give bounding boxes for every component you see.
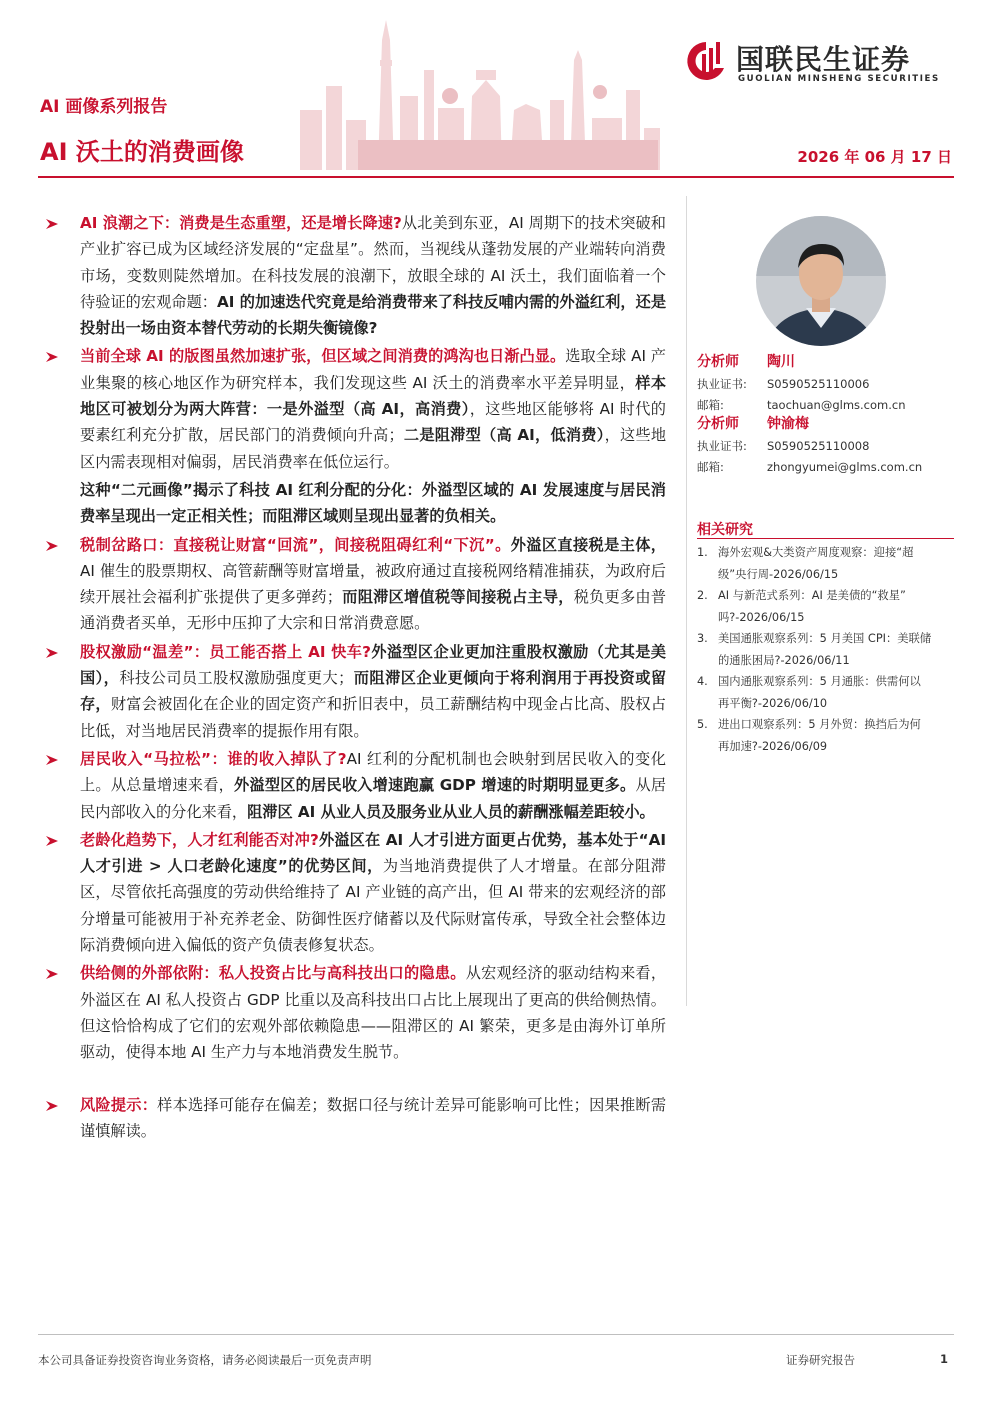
header-divider — [38, 176, 954, 178]
cert-label: 执业证书: — [697, 439, 747, 453]
arrow-bullet-icon — [46, 755, 58, 765]
bullet-global-ai-map: 当前全球 AI 的版图虽然加速扩张，但区域之间消费的鸿沟也日渐凸显。选取全球 AI 产业集聚的核心地区作为研究样本，我们发现这些 AI 沃土的消费率水平差异明显，样本地区可被划分为两大阵营：一是外溢型（高 AI，高消费），这些地区能够将 AI 时代的要素红利充分扩散，居民部门的消费倾向升高；二是阻滞型（高 AI，低消费），这些地区内需表现相对偏弱，居民消费率在低位运行。 — [46, 343, 666, 474]
footer-report-type: 证券研究报告 — [786, 1353, 855, 1367]
cert-label: 执业证书: — [697, 377, 747, 391]
arrow-bullet-icon — [46, 541, 58, 551]
logo-english-name: GUOLIAN MINSHENG SECURITIES — [738, 74, 940, 84]
summary-body — [46, 210, 666, 1146]
brand-mark-icon — [684, 38, 728, 84]
page-number: 1 — [940, 1352, 949, 1366]
arrow-bullet-icon — [46, 969, 58, 979]
related-research-divider — [697, 538, 954, 539]
bullet-ai-wave: AI 浪潮之下：消费是生态重塑，还是增长降速?从北美到东亚，AI 周期下的技术突破和产业扩容已成为区域经济发展的“定盘星”。然而，当视线从蓬勃发展的产业端转向消费市场，变数则陡然增加。在科技发展的浪潮下，放眼全球的 AI 沃土，我们面临着一个待验证的宏观命题：AI 的加速迭代究竟是给消费带来了科技反哺内需的外溢红利，还是投射出一场由资本替代劳动的长期失衡镜像? — [46, 210, 666, 341]
related-research-list — [697, 542, 959, 757]
email-label: 邮箱: — [697, 398, 724, 412]
bullet-household-income: 居民收入“马拉松”：谁的收入掉队了?AI 红利的分配机制也会映射到居民收入的变化上。从总量增速来看，外溢型区的居民收入增速跑赢 GDP 增速的时期明显更多。从居民内部收入的分化来看，阻滞区 AI 从业人员及服务业从业人员的薪酬涨幅差距较小。 — [46, 746, 666, 825]
column-divider — [686, 196, 687, 602]
footer-disclaimer: 本公司具备证券投资咨询业务资格，请务必阅读最后一页免责声明 — [38, 1353, 372, 1367]
related-item[interactable]: 5. 进出口观察系列：5 月外贸：换挡后为何 再加速?-2026/06/09 — [697, 718, 921, 753]
dual-portrait-summary: 这种“二元画像”揭示了科技 AI 红利分配的分化：外溢型区域的 AI 发展速度与居民消费率呈现出一定正相关性；而阻滞区域则呈现出显著的负相关。 — [80, 480, 666, 526]
bullet-aging-talent: 老龄化趋势下，人才红利能否对冲?外溢区在 AI 人才引进方面更占优势，基本处于“AI 人才引进 > 人口老龄化速度”的优势区间，为当地消费提供了人才增量。在部分阻滞区，尽管依托高强度的劳动供给维持了 AI 产业链的高产出，但 AI 带来的宏观经济的部分增量可能被用于补充养老金、防御性医疗储蓄以及代际财富传承，导致全社会整体边际消费倾向进入偏低的资产负债表修复状态。 — [46, 827, 666, 958]
logo-chinese-name: 国联民生证券 — [736, 43, 911, 76]
bullet-tax-system: 税制岔路口：直接税让财富“回流”，间接税阻碍红利“下沉”。外溢区直接税是主体，AI 催生的股票期权、高管薪酬等财富增量，被政府通过直接税网络精准捕获，为政府后续开展社会福利扩张提供了更多弹药；而阻滞区增值税等间接税占主导，税负更多由普通消费者买单，无形中压抑了大宗和日常消费意愿。 — [46, 532, 666, 637]
company-logo — [684, 38, 954, 88]
cert-number: S0590525110008 — [767, 439, 870, 453]
analyst-email[interactable]: taochuan@glms.com.cn — [767, 398, 906, 412]
column-divider-lower — [686, 602, 687, 1006]
related-item[interactable]: 1. 海外宏观&大类资产周度观察：迎接“超 级”央行周-2026/06/15 — [697, 546, 914, 581]
report-date: 2026 年 06 月 17 日 — [797, 148, 952, 166]
arrow-bullet-icon — [46, 648, 58, 658]
email-label: 邮箱: — [697, 460, 724, 474]
analyst-card-2 — [697, 414, 957, 478]
analyst-email[interactable]: zhongyumei@glms.com.cn — [767, 460, 923, 474]
city-skyline-image — [300, 0, 660, 170]
related-research-title: 相关研究 — [697, 522, 753, 538]
bullet-risk-warning: 风险提示：样本选择可能存在偏差；数据口径与统计差异可能影响可比性；因果推断需谨慎解读。 — [46, 1092, 666, 1145]
analyst-card-1 — [697, 352, 957, 416]
related-item[interactable]: 3. 美国通胀观察系列：5 月美国 CPI：美联储 的通胀困局?-2026/06/11 — [697, 632, 932, 667]
arrow-bullet-icon — [46, 219, 58, 229]
related-item[interactable]: 2. AI 与新范式系列：AI 是美债的“救星” 吗?-2026/06/15 — [697, 589, 906, 624]
cert-number: S0590525110006 — [767, 377, 870, 391]
bullet-supply-side: 供给侧的外部依附：私人投资占比与高科技出口的隐患。从宏观经济的驱动结构来看，外溢区在 AI 私人投资占 GDP 比重以及高科技出口占比上展现出了更高的供给侧热情。但这恰恰构成了它们的宏观外部依赖隐患——阻滞区的 AI 繁荣，更多是由海外订单所驱动，使得本地 AI 生产力与本地消费发生脱节。 — [46, 960, 666, 1065]
analyst-photo — [756, 216, 886, 346]
analyst-role: 分析师 — [697, 416, 739, 432]
report-series: AI 画像系列报告 — [40, 97, 168, 117]
related-item[interactable]: 4. 国内通胀观察系列：5 月通胀：供需何以 再平衡?-2026/06/10 — [697, 675, 921, 710]
footer-divider — [38, 1334, 954, 1335]
arrow-bullet-icon — [46, 1101, 58, 1111]
analyst-name: 陶川 — [767, 354, 795, 370]
analyst-role: 分析师 — [697, 354, 739, 370]
spacer — [46, 1068, 666, 1092]
bullet-equity-incentive: 股权激励“温差”：员工能否搭上 AI 快车?外溢型区企业更加注重股权激励（尤其是美国），科技公司员工股权激励强度更大；而阻滞区企业更倾向于将利润用于再投资或留存，财富会被固化在企业的固定资产和折旧表中，员工薪酬结构中现金占比高、股权占比低，对当地居民消费率的提振作用有限。 — [46, 639, 666, 744]
report-title: AI 沃土的消费画像 — [40, 138, 244, 166]
arrow-bullet-icon — [46, 836, 58, 846]
arrow-bullet-icon — [46, 352, 58, 362]
analyst-name: 钟渝梅 — [767, 416, 809, 432]
